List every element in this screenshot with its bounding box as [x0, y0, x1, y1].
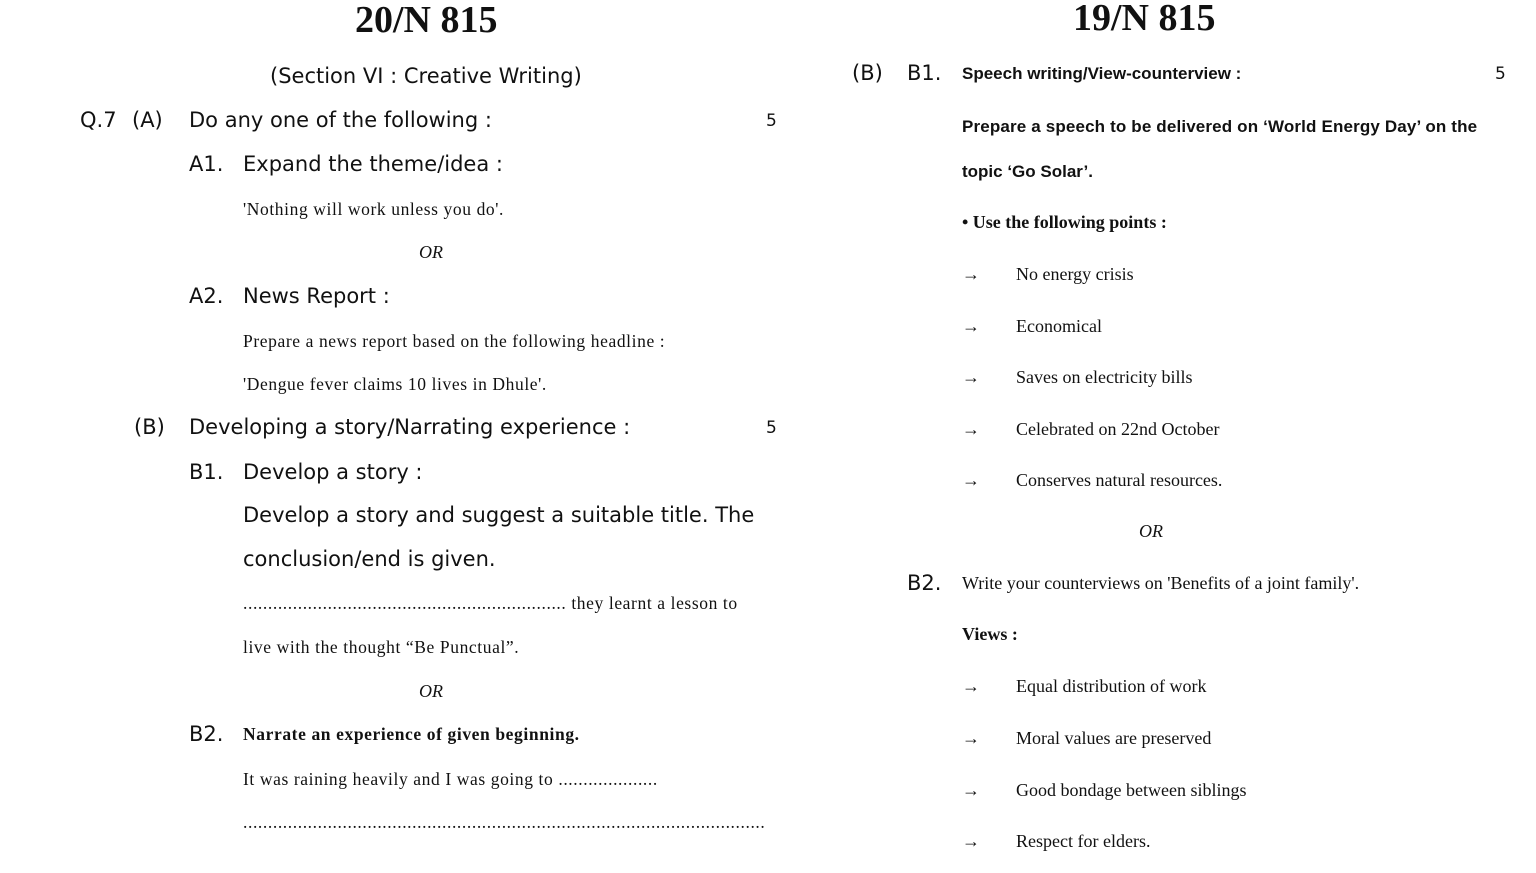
part-b-label: (B) [134, 415, 165, 439]
point-item: Celebrated on 22nd October [1016, 419, 1220, 439]
a2-headline: 'Dengue fever claims 10 lives in Dhule'. [243, 374, 547, 394]
arrow-icon: → [962, 470, 980, 490]
b2-label: B2. [189, 722, 224, 746]
part-b-marks: 5 [766, 418, 777, 438]
arrow-icon: → [962, 316, 980, 336]
section-title: (Section VI : Creative Writing) [270, 64, 582, 88]
b1-instruction-line-2: conclusion/end is given. [243, 547, 496, 571]
part-a-instruction: Do any one of the following : [189, 108, 492, 132]
right-or-divider: OR [1139, 521, 1163, 541]
part-b-title: Developing a story/Narrating experience : [189, 415, 631, 439]
arrow-icon: → [962, 728, 980, 748]
a1-theme-text: 'Nothing will work unless you do'. [243, 199, 505, 219]
right-b2-label: B2. [907, 571, 942, 595]
speech-prompt-line-2: topic ‘Go Solar’. [962, 162, 1093, 181]
part-a-marks: 5 [766, 111, 777, 131]
right-b1-title: Speech writing/View-counterview : [962, 64, 1242, 83]
b1-ending-line-2: live with the thought “Be Punctual”. [243, 637, 520, 657]
arrow-icon: → [962, 264, 980, 284]
b1-ending-line-1: ................................................................. they learnt a lesson to [243, 593, 738, 613]
b2-beginning-line-2: ......................................................................................................... [243, 812, 766, 832]
arrow-icon: → [962, 419, 980, 439]
point-item: Conserves natural resources. [1016, 470, 1223, 490]
a2-label: A2. [189, 284, 224, 308]
right-part-b-label: (B) [852, 61, 883, 85]
a1-label: A1. [189, 152, 224, 176]
right-b2-text: Write your counterviews on 'Benefits of a joint family'. [962, 573, 1360, 593]
b2-beginning-line-1: It was raining heavily and I was going to .................... [243, 769, 658, 789]
view-item: Equal distribution of work [1016, 676, 1207, 696]
or-divider-1: OR [419, 242, 443, 262]
b2-title: Narrate an experience of given beginning. [243, 724, 580, 744]
right-b1-label: B1. [907, 61, 942, 85]
a2-title: News Report : [243, 284, 390, 308]
point-item: No energy crisis [1016, 264, 1134, 284]
point-item: Saves on electricity bills [1016, 367, 1193, 387]
question-7-label: Q.7 [80, 108, 117, 132]
right-b1-marks: 5 [1495, 64, 1506, 84]
left-page-number: 20/N 815 [355, 0, 498, 41]
view-item: Good bondage between siblings [1016, 780, 1247, 800]
part-a-label: (A) [132, 108, 163, 132]
or-divider-2: OR [419, 681, 443, 701]
a1-title: Expand the theme/idea : [243, 152, 503, 176]
b1-label: B1. [189, 460, 224, 484]
views-heading: Views : [962, 624, 1018, 644]
b1-title: Develop a story : [243, 460, 423, 484]
speech-prompt-line-1: Prepare a speech to be delivered on ‘World Energy Day’ on the [962, 117, 1478, 136]
arrow-icon: → [962, 676, 980, 696]
b1-instruction-line-1: Develop a story and suggest a suitable title. The [243, 503, 755, 527]
right-page-number: 19/N 815 [1073, 0, 1216, 39]
arrow-icon: → [962, 367, 980, 387]
view-item: Moral values are preserved [1016, 728, 1212, 748]
point-item: Economical [1016, 316, 1102, 336]
arrow-icon: → [962, 831, 980, 851]
view-item: Respect for elders. [1016, 831, 1151, 851]
points-heading: • Use the following points : [962, 212, 1167, 232]
a2-line-1: Prepare a news report based on the following headline : [243, 331, 666, 351]
arrow-icon: → [962, 780, 980, 800]
